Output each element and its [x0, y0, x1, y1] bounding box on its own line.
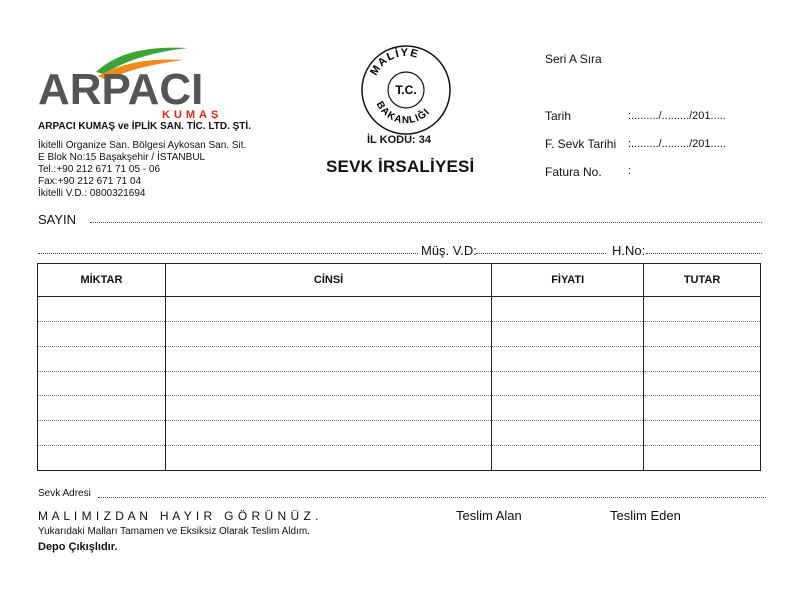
address-line: E Blok No:15 Başakşehir / İSTANBUL	[38, 152, 206, 163]
teslim-eden-label: Teslim Eden	[610, 508, 681, 523]
sayin-line[interactable]	[90, 222, 762, 223]
table-row	[38, 346, 761, 371]
depo-note: Depo Çıkışlıdır.	[38, 541, 118, 553]
company-name: ARPACI KUMAŞ ve İPLİK SAN. TİC. LTD. ŞTİ.	[38, 121, 251, 132]
hno-line[interactable]	[646, 253, 762, 254]
logo-graphic	[38, 44, 248, 119]
table-cell[interactable]	[644, 321, 761, 346]
seal-center-text: T.C.	[395, 83, 417, 97]
notice-text: M A L I M I Z D A N H A Y I R G Ö R Ü N Ü Z .	[38, 509, 320, 523]
table-cell[interactable]	[644, 446, 761, 471]
tarih-field[interactable]: :........./........./201.....	[628, 110, 726, 122]
table-cell[interactable]	[38, 297, 166, 322]
sevk-tarihi-field[interactable]: :........./........./201.....	[628, 138, 726, 150]
seal-top-text: MALİYE	[368, 46, 421, 78]
seal-bottom-text: BAKANLIĞI	[373, 99, 433, 127]
company-logo	[38, 44, 248, 119]
sevk-adresi-label: Sevk Adresi	[38, 488, 91, 499]
vd-label: Müş. V.D:	[421, 243, 477, 258]
col-fiyati: FİYATI	[492, 264, 644, 297]
tax-line: İkitelli V.D.: 0800321694	[38, 188, 146, 199]
table-cell[interactable]	[492, 297, 644, 322]
table-row	[38, 297, 761, 322]
phone-line: Tel.:+90 212 671 71 05 - 06	[38, 164, 161, 175]
table-cell[interactable]	[644, 297, 761, 322]
address-line-field[interactable]	[38, 253, 418, 254]
table-cell[interactable]	[165, 371, 491, 396]
address-line: İkitelli Organize San. Bölgesi Aykosan San. Sit.	[38, 140, 247, 151]
table-row	[38, 396, 761, 421]
table-cell[interactable]	[165, 396, 491, 421]
document-title: SEVK İRSALİYESİ	[326, 157, 475, 176]
receipt-note: Yukarıdaki Malları Tamamen ve Eksiksiz Olarak Teslim Aldım.	[38, 526, 310, 537]
table-cell[interactable]	[492, 421, 644, 446]
sevk-adresi-line[interactable]	[98, 497, 766, 498]
table-cell[interactable]	[492, 346, 644, 371]
sayin-label: SAYIN	[38, 212, 77, 227]
il-kodu: İL KODU: 34	[367, 134, 431, 146]
table-cell[interactable]	[644, 396, 761, 421]
vd-line[interactable]	[476, 253, 606, 254]
hno-label: H.No:	[612, 243, 646, 258]
col-tutar: TUTAR	[644, 264, 761, 297]
table-cell[interactable]	[165, 346, 491, 371]
fax-line: Fax:+90 212 671 71 04	[38, 176, 142, 187]
table-row	[38, 321, 761, 346]
table-cell[interactable]	[165, 421, 491, 446]
table-cell[interactable]	[38, 421, 166, 446]
table-cell[interactable]	[38, 371, 166, 396]
col-cinsi: CİNSİ	[165, 264, 491, 297]
logo-text: ARPACI	[38, 65, 204, 114]
table-cell[interactable]	[644, 371, 761, 396]
seal-graphic	[360, 44, 452, 136]
table-cell[interactable]	[644, 421, 761, 446]
table-row	[38, 421, 761, 446]
table-cell[interactable]	[38, 446, 166, 471]
ministry-seal	[360, 44, 452, 136]
table-cell[interactable]	[38, 346, 166, 371]
seri-label: Seri A Sıra	[545, 52, 602, 66]
tarih-label: Tarih	[545, 109, 572, 123]
table-cell[interactable]	[165, 297, 491, 322]
table-cell[interactable]	[38, 396, 166, 421]
fatura-label: Fatura No.	[545, 165, 602, 179]
table-cell[interactable]	[492, 321, 644, 346]
table-cell[interactable]	[38, 321, 166, 346]
table-cell[interactable]	[492, 446, 644, 471]
table-row	[38, 371, 761, 396]
items-table	[37, 263, 761, 471]
fatura-field[interactable]: :	[628, 165, 632, 177]
col-miktar: MİKTAR	[38, 264, 166, 297]
table-cell[interactable]	[644, 346, 761, 371]
table-cell[interactable]	[492, 396, 644, 421]
teslim-alan-label: Teslim Alan	[456, 508, 522, 523]
svg-text:BAKANLIĞI	[374, 100, 433, 127]
sevk-tarihi-label: F. Sevk Tarihi	[545, 137, 617, 151]
logo-subtext: KUMAŞ	[162, 109, 223, 119]
table-cell[interactable]	[165, 321, 491, 346]
table-cell[interactable]	[165, 446, 491, 471]
table-cell[interactable]	[492, 371, 644, 396]
table-header-row	[38, 264, 761, 297]
table-row	[38, 446, 761, 471]
